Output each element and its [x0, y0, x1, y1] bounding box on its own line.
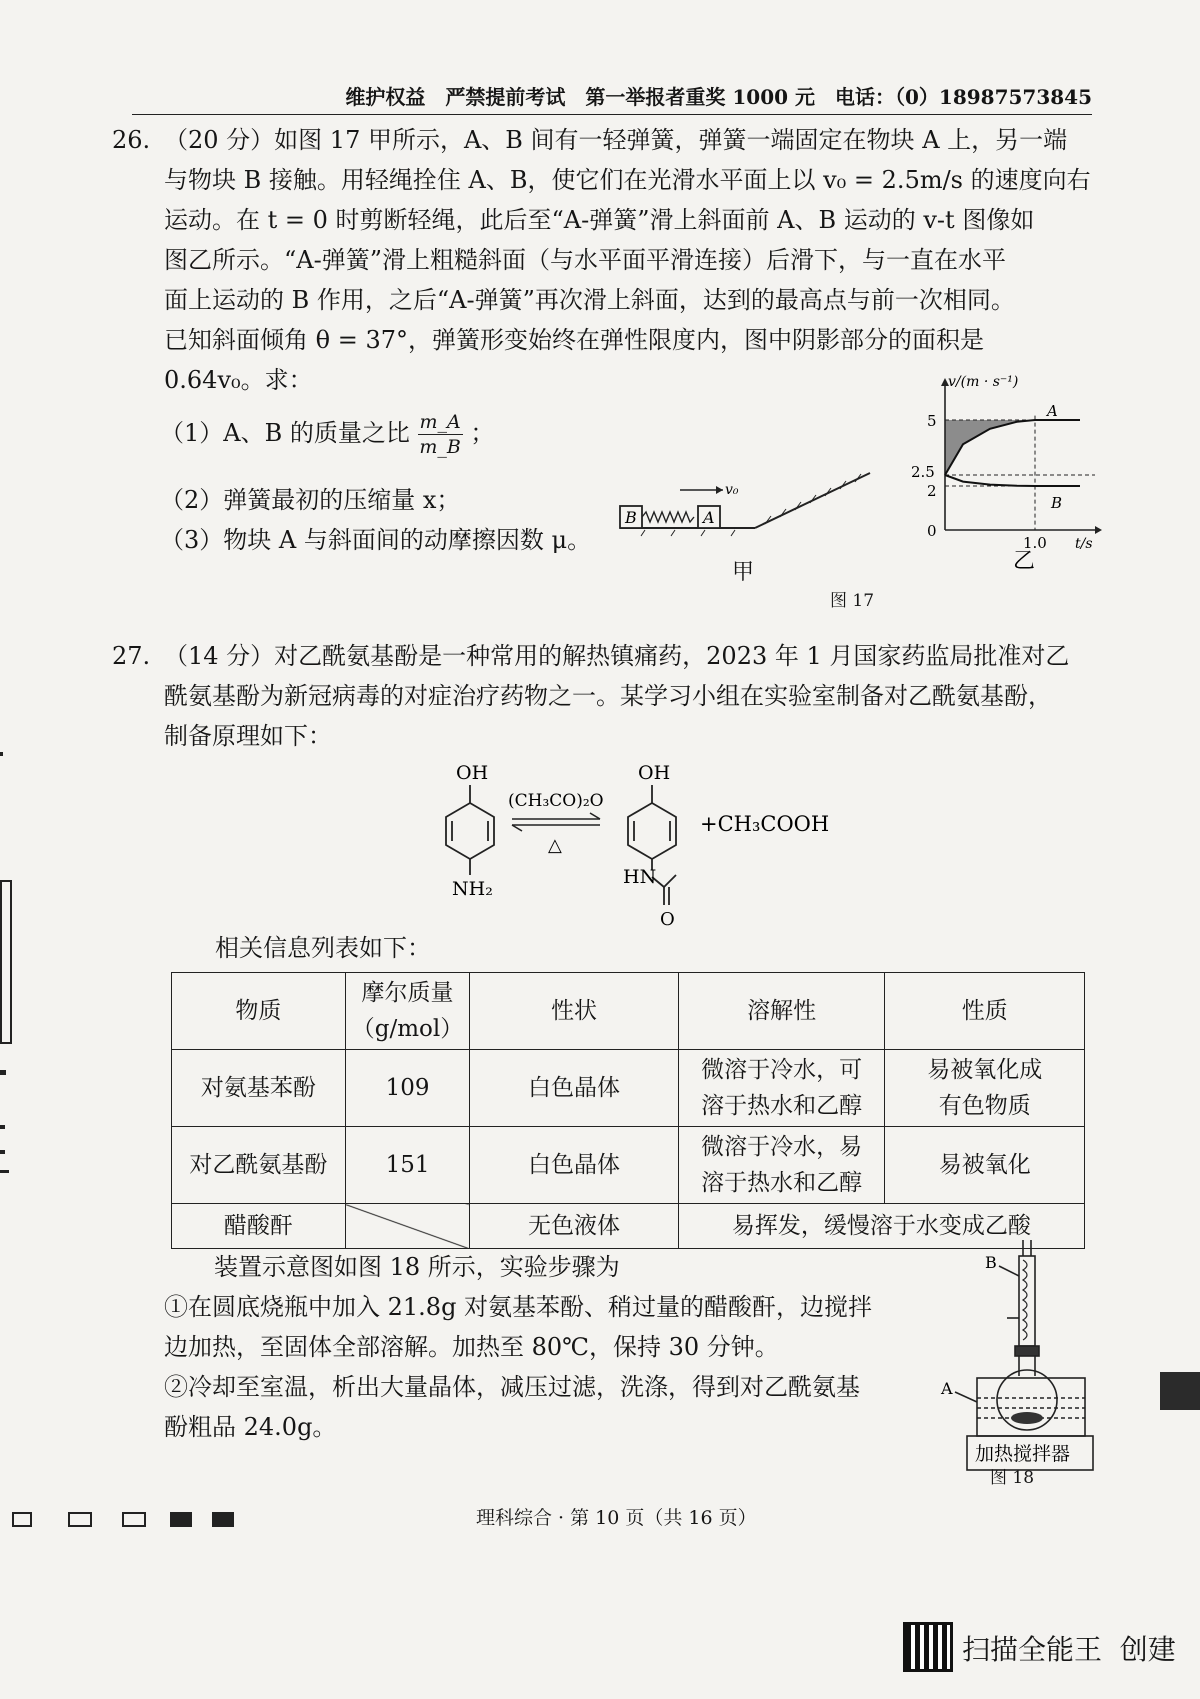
cell-solubility — [678, 1127, 885, 1204]
reaction-scheme — [420, 755, 840, 935]
q26-sub1 — [160, 410, 640, 459]
figure-jia-incline — [615, 468, 885, 538]
byproduct: +CH₃COOH — [700, 812, 830, 836]
header-cell: 性状 — [470, 973, 678, 1050]
figure-18-caption: 图 18 — [990, 1468, 1035, 1488]
header-cell — [345, 973, 470, 1050]
q27-line: （14 分）对乙酰氨基酚是一种常用的解热镇痛药，2023 年 1 月国家药监局批准对乙 — [164, 642, 1070, 670]
figure-yi-caption: 乙 — [1013, 549, 1036, 572]
fraction-denominator: m_B — [419, 436, 461, 458]
cell-name: 对氨基苯酚 — [172, 1050, 346, 1127]
q26-line: 运动。在 t = 0 时剪断轻绳，此后至“A-弹簧”滑上斜面前 A、B 运动的 v-t 图像如 — [164, 206, 1035, 234]
step-line: 边加热，至固体全部溶解。加热至 80℃，保持 30 分钟。 — [164, 1333, 779, 1361]
steps-intro: 装置示意图如图 18 所示，实验步骤为 — [214, 1253, 620, 1281]
cell-property: 易被氧化 — [885, 1127, 1085, 1204]
header-cell: 溶解性 — [678, 973, 885, 1050]
q26-line: 图乙所示。“A-弹簧”滑上粗糙斜面（与水平面平滑连接）后滑下，与一直在水平 — [164, 246, 1006, 274]
cell-mass: 151 — [345, 1127, 470, 1204]
label-b: B — [985, 1253, 997, 1272]
figure-17-caption: 图 17 — [830, 591, 875, 611]
series-label-a: A — [1047, 402, 1058, 420]
page-footer: 理科综合 · 第 10 页（共 16 页） — [476, 1507, 757, 1529]
tick-y-2-5: 2.5 — [911, 463, 935, 481]
cell-mass: 109 — [345, 1050, 470, 1127]
step-line: ②冷却至室温，析出大量晶体，减压过滤，洗涤，得到对乙酰氨基 — [164, 1373, 860, 1401]
table-header-row — [172, 973, 1085, 1050]
table-intro: 相关信息列表如下： — [215, 934, 431, 962]
info-table — [171, 972, 1085, 1249]
solubility-line: 微溶于冷水，易 — [701, 1134, 863, 1160]
q26-line: 已知斜面倾角 θ = 37°，弹簧形变始终在弹性限度内，图中阴影部分的面积是 — [164, 326, 984, 354]
page-edge-tab — [1160, 1372, 1200, 1410]
q26-line: 与物块 B 接触。用轻绳拴住 A、B，使它们在光滑水平面上以 v₀ = 2.5m/s 的速度向右 — [164, 166, 1091, 194]
sub1-prefix: （1）A、B 的质量之比 — [160, 419, 410, 447]
cell-merged: 易挥发，缓慢溶于水变成乙酸 — [678, 1204, 1084, 1249]
property-line: 易被氧化成 — [927, 1057, 1043, 1083]
step-line: ①在圆底烧瓶中加入 21.8g 对氨基苯酚、稍过量的醋酸酐，边搅拌 — [164, 1293, 873, 1321]
cell-state: 无色液体 — [470, 1204, 678, 1249]
figure-18-apparatus — [935, 1238, 1095, 1476]
question-number: 27. — [112, 642, 151, 670]
experiment-steps — [164, 1247, 944, 1447]
cell-property — [885, 1050, 1085, 1127]
tick-y-5: 5 — [927, 412, 937, 430]
q26-line: 面上运动的 B 作用，之后“A-弹簧”再次滑上斜面，达到的最高点与前一次相同。 — [164, 286, 1015, 314]
y-axis-label: v/(m · s⁻¹) — [948, 374, 1019, 390]
cell-name: 对乙酰氨基酚 — [172, 1127, 346, 1204]
block-b-label: B — [625, 508, 637, 527]
table-row — [172, 1127, 1085, 1204]
x-axis-label: t/s — [1075, 536, 1093, 552]
cell-state: 白色晶体 — [470, 1050, 678, 1127]
question-27 — [112, 636, 1102, 756]
sub1-suffix: ； — [470, 419, 495, 447]
step-line: 酚粗品 24.0g。 — [164, 1413, 337, 1441]
cell-state: 白色晶体 — [470, 1127, 678, 1204]
q26-line: 0.64v₀。求： — [164, 366, 313, 394]
reactant-oh: OH — [456, 762, 489, 784]
series-label-b: B — [1051, 494, 1063, 512]
product-oh: OH — [638, 762, 671, 784]
product-o: O — [660, 909, 675, 930]
block-a-label: A — [703, 508, 715, 527]
reagent-label: (CH₃CO)₂O — [508, 791, 604, 811]
q26-line: （20 分）如图 17 甲所示，A、B 间有一轻弹簧，弹簧一端固定在物块 A 上，另一端 — [164, 126, 1068, 154]
property-line: 有色物质 — [938, 1093, 1031, 1119]
header-molar-mass: 摩尔质量 — [361, 980, 454, 1006]
tick-y-0: 0 — [927, 522, 937, 540]
product-hn: HN — [623, 866, 657, 888]
header-cell: 性质 — [885, 973, 1085, 1050]
velocity-label: v₀ — [725, 482, 739, 498]
q27-line: 酰氨基酚为新冠病毒的对症治疗药物之一。某学习小组在实验室制备对乙酰氨基酚， — [164, 682, 1052, 710]
stirrer-label: 加热搅拌器 — [975, 1443, 1071, 1465]
solubility-line: 溶于热水和乙醇 — [701, 1093, 863, 1119]
figure-jia-caption: 甲 — [732, 560, 755, 585]
header-cell: 物质 — [172, 973, 346, 1050]
cell-name: 醋酸酐 — [172, 1204, 346, 1249]
cell-empty-diagonal — [345, 1204, 470, 1249]
q27-line: 制备原理如下： — [164, 722, 332, 750]
x-axis-arrow — [1095, 526, 1102, 534]
exam-notice-header: 维护权益 严禁提前考试 第一举报者重奖 1000 元 电话：（0）18987573845 — [132, 84, 1092, 115]
tick-x-1: 1.0 — [1023, 534, 1047, 552]
q26-sub3: （3）物块 A 与斜面间的动摩擦因数 μ。 — [160, 526, 592, 554]
figure-yi-vt-chart — [905, 372, 1105, 572]
qr-code-icon — [903, 1622, 953, 1672]
question-number: 26. — [112, 126, 151, 154]
solubility-line: 微溶于冷水，可 — [701, 1057, 863, 1083]
cell-solubility — [678, 1050, 885, 1127]
table-row — [172, 1050, 1085, 1127]
scanner-watermark: 扫描全能王 创建 — [962, 1633, 1176, 1666]
condition-heat: △ — [548, 835, 562, 856]
tick-y-2: 2 — [927, 482, 937, 500]
fraction-numerator: m_A — [419, 411, 461, 433]
reactant-nh2: NH₂ — [452, 878, 493, 900]
question-26 — [112, 120, 1102, 400]
spring — [642, 512, 694, 522]
label-a: A — [941, 1379, 953, 1398]
q26-sub2: （2）弹簧最初的压缩量 x； — [160, 486, 461, 514]
solubility-line: 溶于热水和乙醇 — [701, 1170, 863, 1196]
series-line-b — [945, 475, 1080, 486]
header-unit: （g/mol） — [351, 1016, 464, 1042]
